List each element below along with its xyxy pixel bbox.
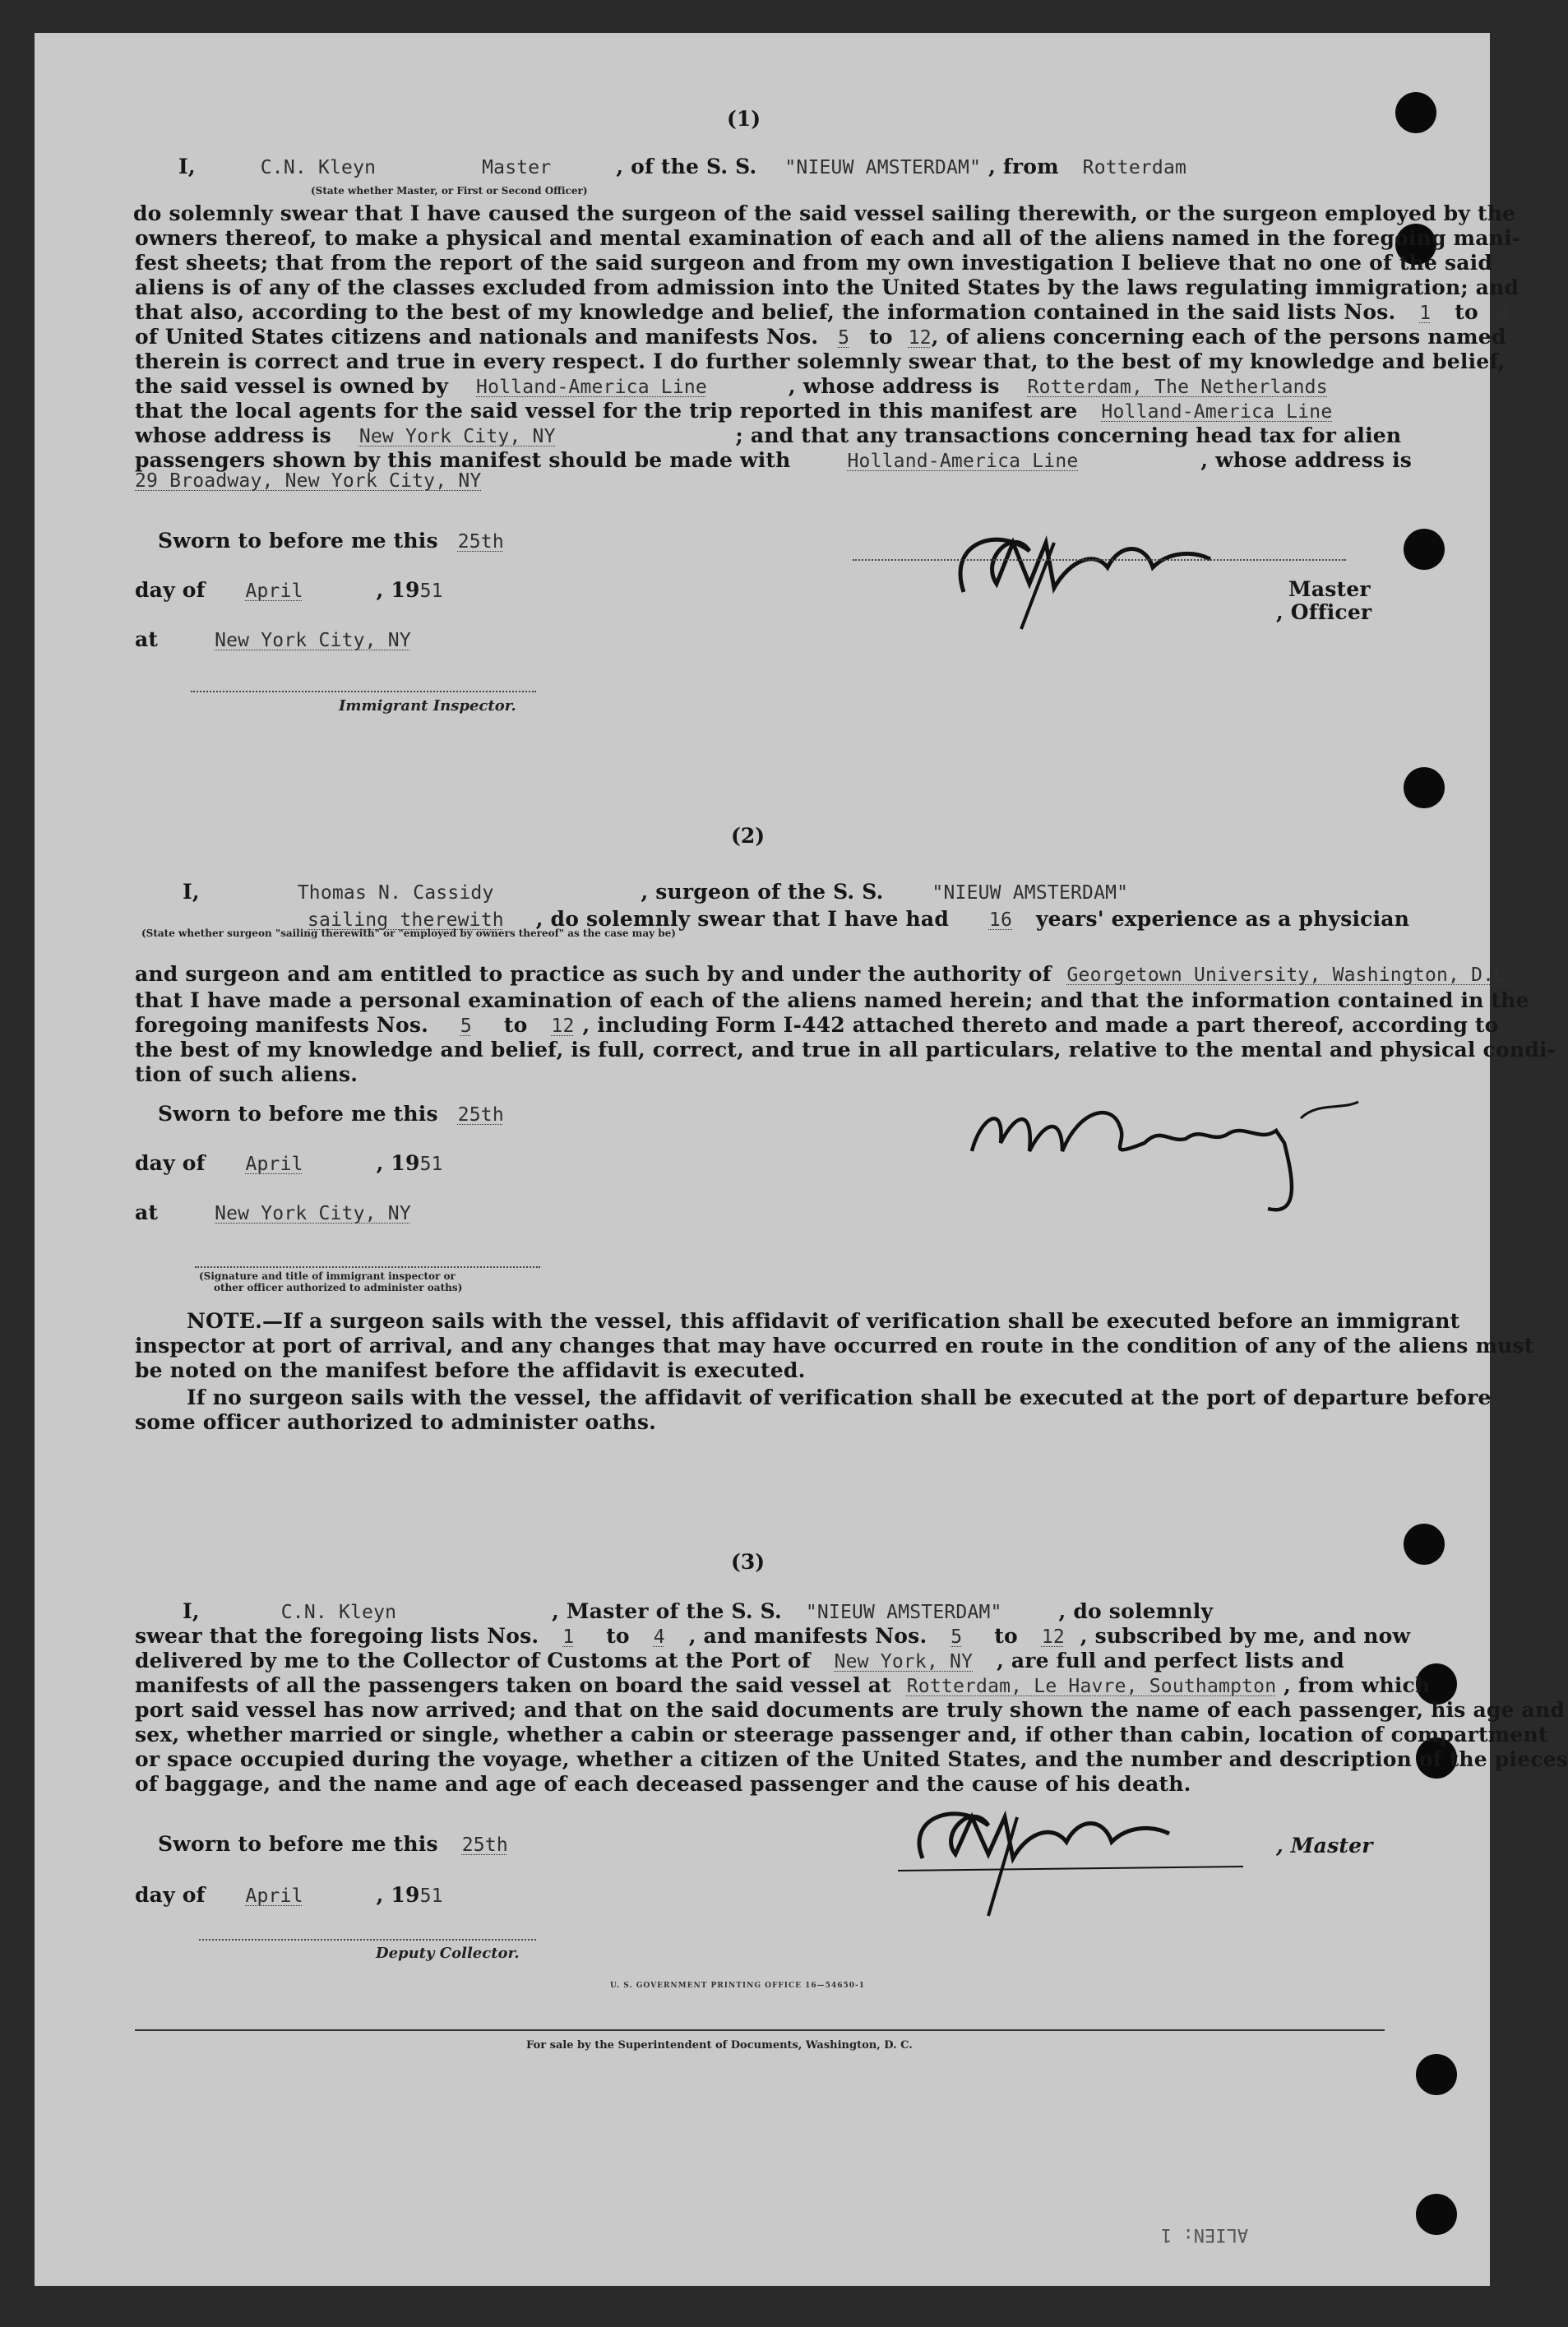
- s1-line-9: the said vessel is owned by Holland-America Line , whose address is Rotterdam, The Netherlands: [135, 374, 1328, 398]
- s3-line-8: of baggage, and the name and age of each deceased passenger and the cause of his death.: [135, 1772, 1191, 1796]
- s3-sworn: Sworn to before me this 25th: [158, 1832, 508, 1856]
- s3-master-label: , Master: [1276, 1834, 1373, 1857]
- s2-sworn: Sworn to before me this 25th: [158, 1102, 504, 1126]
- master-signature-1: [931, 493, 1260, 641]
- s3-line-7: or space occupied during the voyage, whether a citizen of the United States, and the number and description of the pieces: [135, 1747, 1568, 1771]
- master-name: C.N. Kleyn: [260, 157, 377, 178]
- deputy-collector-label: Deputy Collector.: [376, 1945, 520, 1962]
- surgeon-authority: Georgetown University, Washington, D.C.: [1066, 965, 1518, 986]
- master-signature-2: [890, 1768, 1284, 1932]
- surgeon-state-note: (State whether surgeon "sailing therewith" or "employed by owners thereof" as the case may be): [141, 928, 676, 939]
- s2-day-of: day of April , 1951: [135, 1151, 443, 1175]
- s3-line-4: manifests of all the passengers taken on board the said vessel at Rotterdam, Le Havre, Southampton , from which: [135, 1673, 1431, 1697]
- immigrant-inspector-label: Immigrant Inspector.: [339, 697, 516, 715]
- sale-note: For sale by the Superintendent of Documents, Washington, D. C.: [526, 2039, 913, 2052]
- s3-line-2: swear that the foregoing lists Nos. 1 to 4 , and manifests Nos. 5 to 12 , subscribed by me, and now: [135, 1624, 1411, 1648]
- s2-note-4: If no surgeon sails with the vessel, the affidavit of verification shall be executed at the port of departure before: [187, 1386, 1492, 1409]
- gpo-imprint: U. S. GOVERNMENT PRINTING OFFICE 16—54650-1: [610, 1982, 865, 1990]
- s3-day-of: day of April , 1951: [135, 1883, 443, 1907]
- s2-line-7: tion of such aliens.: [135, 1062, 358, 1086]
- section-3-heading: (3): [731, 1550, 765, 1574]
- s3-line-6: sex, whether married or single, whether a cabin or steerage passenger and, if other than cabin, location of compartment: [135, 1723, 1548, 1746]
- s3-line-5: port said vessel has now arrived; and that on the said documents are truly shown the name of each passenger, his age and: [135, 1698, 1566, 1722]
- section-1-heading: (1): [727, 107, 761, 131]
- surgeon-name: Thomas N. Cassidy: [297, 882, 494, 904]
- s1-sig-officer: , Officer: [1276, 600, 1372, 624]
- headtax-party: Holland-America Line: [847, 451, 1079, 472]
- departure-port: Rotterdam: [1082, 157, 1187, 178]
- agents-address: New York City, NY: [358, 426, 556, 447]
- deputy-signature-line: [199, 1939, 536, 1941]
- s2-note-2: inspector at port of arrival, and any changes that may have occurred en route in the condition of any of the aliens must: [135, 1334, 1534, 1358]
- s2-line-5: foregoing manifests Nos. 5 to 12 , including Form I-442 attached thereto and made a part thereof, according to: [135, 1013, 1499, 1037]
- s2-line-1: I, Thomas N. Cassidy , surgeon of the S. S. "NIEUW AMSTERDAM": [183, 880, 1129, 904]
- s1-sworn: Sworn to before me this 25th: [158, 529, 504, 553]
- binder-hole: [1404, 767, 1445, 808]
- s1-line-3: owners thereof, to make a physical and mental examination of each and all of the aliens named in the foregoing mani-: [135, 226, 1521, 250]
- corner-stamp: ALIEN: 1: [1161, 2224, 1248, 2245]
- master-title: Master: [482, 157, 552, 178]
- s1-line-11: whose address is New York City, NY ; and that any transactions concerning head tax for alien: [135, 423, 1402, 447]
- binder-hole: [1404, 529, 1445, 570]
- s1-at: at New York City, NY: [135, 627, 411, 651]
- s1-line-5: aliens is of any of the classes excluded from admission into the United States by the laws regulating immigration; and: [135, 275, 1519, 299]
- s3-line-1: I, C.N. Kleyn , Master of the S. S. "NIEUW AMSTERDAM" , do solemnly: [183, 1599, 1214, 1623]
- arrival-port: New York, NY: [834, 1651, 974, 1672]
- headtax-address: 29 Broadway, New York City, NY: [135, 470, 482, 492]
- state-note: (State whether Master, or First or Second Officer): [311, 185, 588, 197]
- s3-master-name: C.N. Kleyn: [280, 1602, 397, 1623]
- s1-day-of: day of April , 1951: [135, 578, 443, 602]
- s2-line-6: the best of my knowledge and belief, is full, correct, and true in all particulars, relative to the mental and physical condi-: [135, 1038, 1556, 1062]
- s1-sig-title: Master: [1288, 577, 1371, 601]
- s2-note-3: be noted on the manifest before the affidavit is executed.: [135, 1358, 806, 1382]
- footer-rule: [135, 2029, 1385, 2031]
- s1-line-4: fest sheets; that from the report of the said surgeon and from my own investigation I believe that no one of the said: [135, 251, 1493, 275]
- surgeon-signature: [955, 1052, 1383, 1233]
- s3-line-3: delivered by me to the Collector of Customs at the Port of New York, NY , are full and perfect lists and: [135, 1649, 1344, 1672]
- inspector-signature-line: [191, 691, 536, 692]
- binder-hole: [1416, 2194, 1457, 2235]
- s1-line-8: therein is correct and true in every respect. I do further solemnly swear that, to the best of my knowledge and belief,: [135, 349, 1506, 373]
- binder-hole: [1404, 1524, 1445, 1565]
- s2-officer-signature-line: [195, 1266, 540, 1268]
- binder-hole: [1416, 2054, 1457, 2095]
- s1-line-6: that also, according to the best of my knowledge and belief, the information contained in the said lists Nos. 1 to 4: [135, 300, 1510, 324]
- s1-line-1: I, C.N. Kleyn Master , of the S. S. "NIEUW AMSTERDAM" , from Rotterdam: [178, 155, 1187, 178]
- s2-at: at New York City, NY: [135, 1201, 411, 1224]
- s1-line-2: do solemnly swear that I have caused the surgeon of the said vessel sailing therewith, or the surgeon employed by the: [133, 201, 1516, 225]
- section-2-heading: (2): [731, 824, 765, 848]
- ports-taken: Rotterdam, Le Havre, Southampton: [906, 1676, 1277, 1697]
- vessel-name: "NIEUW AMSTERDAM": [784, 157, 982, 178]
- master-signature-line: [853, 559, 1346, 561]
- s1-line-7: of United States citizens and nationals and manifests Nos. 5 to 12, of aliens concerning each of the persons named: [135, 325, 1506, 349]
- s2-note-1: NOTE.—If a surgeon sails with the vessel, this affidavit of verification shall be executed before an immigrant: [187, 1309, 1460, 1333]
- s2-line-4: that I have made a personal examination of each of the aliens named herein; and that the information contained in the: [135, 988, 1529, 1012]
- local-agents: Holland-America Line: [1101, 401, 1333, 423]
- s2-note-5: some officer authorized to administer oaths.: [135, 1410, 657, 1434]
- vessel-owner: Holland-America Line: [476, 377, 707, 398]
- s2-sig-note: (Signature and title of immigrant inspector or other officer authorized to administer oaths): [199, 1270, 463, 1293]
- manifest-affidavit-page: [35, 33, 1568, 2286]
- binder-hole: [1395, 92, 1436, 133]
- s2-line-3: and surgeon and am entitled to practice as such by and under the authority of Georgetown University, Washington, D.C.: [135, 962, 1518, 986]
- s1-line-12: passengers shown by this manifest should be made with Holland-America Line , whose address is: [135, 448, 1413, 472]
- s1-line-10: that the local agents for the said vessel for the trip reported in this manifest are Holland-America Line: [135, 399, 1333, 423]
- s2-line-2: sailing therewith , do solemnly swear that I have had 16 years' experience as a physician: [308, 907, 1410, 931]
- owner-address: Rotterdam, The Netherlands: [1027, 377, 1328, 398]
